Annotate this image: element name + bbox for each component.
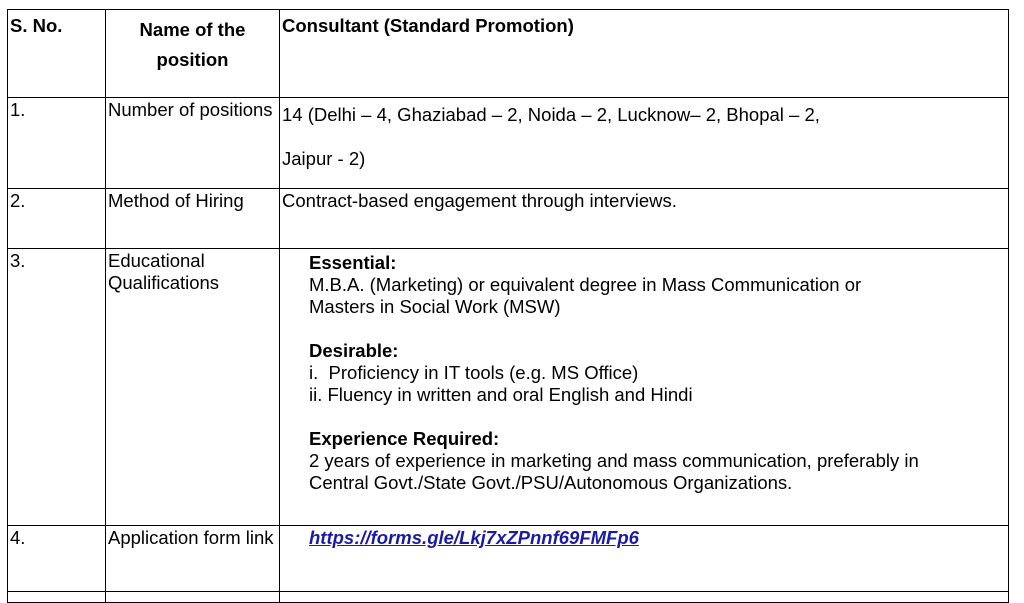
table-row xyxy=(8,249,1009,526)
row-label: Number of positions xyxy=(106,98,280,189)
row-label: Educational Qualifications xyxy=(106,249,280,526)
hiring-method-value: Contract-based engagement through interviews. xyxy=(280,189,1009,249)
table-row xyxy=(8,98,1009,189)
essential-line: M.B.A. (Marketing) or equivalent degree in Mass Communication or xyxy=(309,274,862,295)
table-row xyxy=(8,526,1009,592)
row-number: 1. xyxy=(8,98,106,189)
empty-cell xyxy=(280,592,1009,603)
empty-cell xyxy=(8,592,106,603)
desirable-line: ii. Fluency in written and oral English and Hindi xyxy=(309,384,693,405)
empty-cell xyxy=(106,592,280,603)
row-label: Method of Hiring xyxy=(106,189,280,249)
position-details-table xyxy=(7,9,1009,603)
table-row xyxy=(8,189,1009,249)
header-position-title: Consultant (Standard Promotion) xyxy=(280,10,1009,98)
essential-line: Masters in Social Work (MSW) xyxy=(309,296,561,317)
row-number: 3. xyxy=(8,249,106,526)
experience-heading: Experience Required: xyxy=(309,428,500,449)
experience-line: Central Govt./State Govt./PSU/Autonomous Organizations. xyxy=(309,472,793,493)
essential-heading: Essential: xyxy=(309,252,397,273)
experience-line: 2 years of experience in marketing and mass communication, preferably in xyxy=(309,450,919,471)
header-position-name: Name of the position xyxy=(106,10,280,98)
row-label: Application form link xyxy=(106,526,280,592)
table-header-row xyxy=(8,10,1009,98)
positions-line-1: 14 (Delhi – 4, Ghaziabad – 2, Noida – 2, Lucknow– 2, Bhopal – 2, xyxy=(282,104,820,125)
row-number: 4. xyxy=(8,526,106,592)
table-row xyxy=(8,592,1009,603)
application-form-link[interactable]: https://forms.gle/Lkj7xZPnnf69FMFp6 xyxy=(309,527,639,548)
positions-line-2: Jaipur - 2) xyxy=(282,148,366,169)
header-sno: S. No. xyxy=(8,10,106,98)
qualifications-value xyxy=(280,249,1009,526)
application-link-cell xyxy=(280,526,1009,592)
desirable-heading: Desirable: xyxy=(309,340,399,361)
row-number: 2. xyxy=(8,189,106,249)
desirable-line: i. Proficiency in IT tools (e.g. MS Office) xyxy=(309,362,639,383)
positions-count-value xyxy=(280,98,1009,189)
